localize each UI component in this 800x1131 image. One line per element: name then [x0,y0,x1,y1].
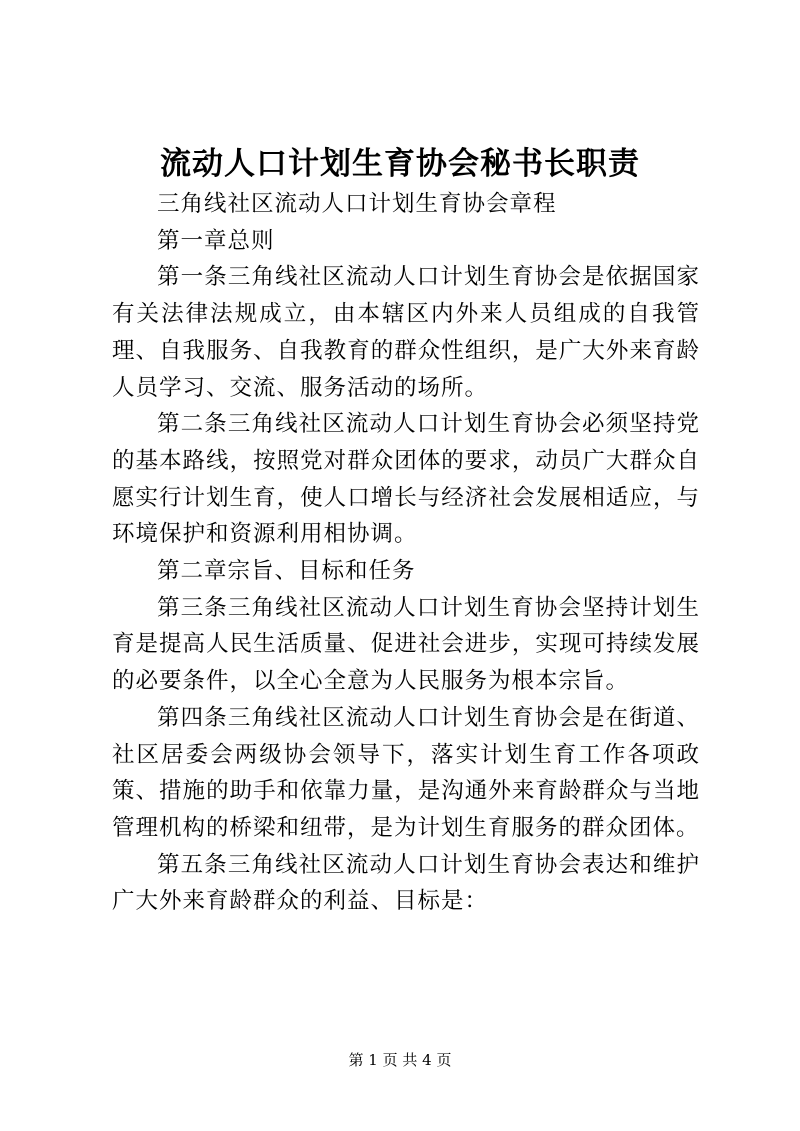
chapter-heading: 第二章宗旨、目标和任务 [157,558,416,585]
article-paragraph: 第五条三角线社区流动人口计划生育协会表达和维护广大外来育龄群众的利益、目标是： [112,851,700,915]
chapter-heading: 第一章总则 [157,227,275,254]
article-paragraph: 第四条三角线社区流动人口计划生育协会是在街道、社区居委会两级协会领导下，落实计划生育工作各项政策、措施的助手和依靠力量，是沟通外来育龄群众与当地管理机构的桥梁和纽带，是为计划生育服务的群众团体。 [112,704,700,841]
page-number-footer: 第 1 页 共 4 页 [348,1051,452,1069]
subtitle-paragraph: 三角线社区流动人口计划生育协会章程 [157,191,557,217]
document-body [112,186,700,920]
article-paragraph: 第三条三角线社区流动人口计划生育协会坚持计划生育是提高人民生活质量、促进社会进步，实现可持续发展的必要条件，以全心全意为人民服务为根本宗旨。 [112,594,700,695]
article-paragraph: 第二条三角线社区流动人口计划生育协会必须坚持党的基本路线，按照党对群众团体的要求，动员广大群众自愿实行计划生育，使人口增长与经济社会发展相适应，与环境保护和资源利用相协调。 [112,411,700,548]
article-paragraph: 第一条三角线社区流动人口计划生育协会是依据国家有关法律法规成立，由本辖区内外来人员组成的自我管理、自我服务、自我教育的群众性组织，是广大外来育龄人员学习、交流、服务活动的场所。 [112,264,700,401]
document-title: 流动人口计划生育协会秘书长职责 [160,146,640,182]
